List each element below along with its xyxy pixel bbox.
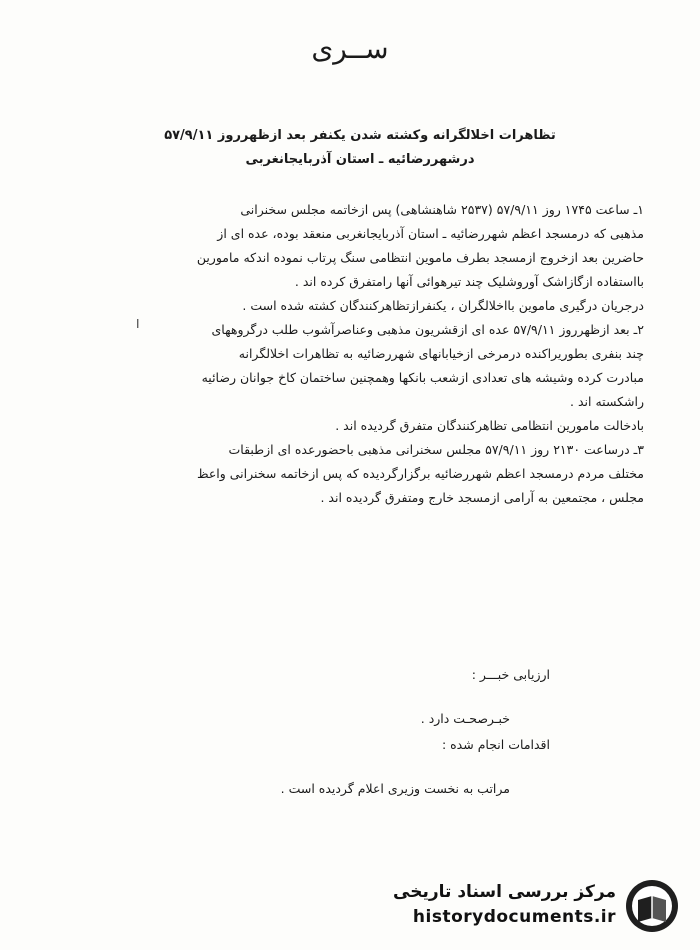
watermark-text: [393, 880, 616, 930]
body-line-7: چند بنفری بطوریراکنده درمرخی ازخیابانهای شهررضائیه به تظاهرات اخلالگرانه: [238, 346, 644, 361]
archive-name: مرکز بررسی اسناد تاریخی: [393, 882, 616, 902]
document-footer: [230, 662, 550, 802]
title-line-2: درشهررضائیه ـ استان آذربایجانغربی: [245, 152, 475, 167]
body-line-9: راشکسته اند .: [570, 394, 644, 409]
document-body: [60, 198, 644, 510]
body-line-11: ۳ـ درساعت ۲۱۳۰ روز ۵۷/۹/۱۱ مجلس سخنرانی مذهبی باحضورعده ای ازطبقات: [228, 442, 644, 457]
open-book-emblem-icon: [624, 878, 680, 934]
actions-value: مراتب به نخست وزیری اعلام گردیده است .: [280, 781, 510, 796]
stray-pen-mark: ׀: [136, 316, 140, 330]
archive-url: historydocuments.ir: [412, 907, 616, 927]
evaluation-label: ارزیابی خبـــر :: [471, 667, 550, 682]
actions-label: اقدامات انجام شده :: [441, 737, 550, 752]
body-line-4: بااستفاده ازگازاشک آوروشلیک چند تیرهوائی آنها رامتفرق کرده اند .: [294, 274, 644, 289]
title-line-1: تظاهرات اخلالگرانه وکشته شدن یکنفر بعد ازظهرروز ۵۷/۹/۱۱: [164, 128, 556, 143]
body-line-3: حاضرین بعد ازخروج ازمسجد بطرف ماموین انتظامی سنگ پرتاب نموده اندکه مامورین: [196, 250, 644, 265]
body-line-5: درجریان درگیری ماموین بااخلالگران ، یکنفرازتظاهرکنندگان کشته شده است .: [242, 298, 644, 313]
document-title: [140, 124, 580, 172]
body-line-1: ۱ـ ساعت ۱۷۴۵ روز ۵۷/۹/۱۱ (۲۵۳۷ شاهنشاهی) پس ازخاتمه مجلس سخنرانی: [240, 202, 644, 217]
evaluation-value: خبـرصحـت دارد .: [420, 711, 510, 726]
body-line-8: مبادرت کرده وشیشه های تعدادی ازشعب بانکها وهمچنین ساختمان کاخ جوانان رضائیه: [201, 370, 644, 385]
body-line-12: مختلف مردم درمسجد اعظم شهررضائیه برگزارگردیده که پس ازخاتمه سخنرانی واعظ: [196, 466, 644, 481]
archive-watermark: [393, 876, 680, 936]
body-line-10: بادخالت مامورین انتظامی تظاهرکنندگان متفرق گردیده اند .: [335, 418, 644, 433]
classification-mark: ســری: [311, 32, 389, 65]
body-line-6: ۲ـ بعد ازظهرروز ۵۷/۹/۱۱ عده ای ازقشریون مذهبی وعناصرآشوب طلب درگروههای: [211, 322, 644, 337]
body-line-2: مذهبی که درمسجد اعظم شهررضائیه ـ استان آذربایجانغربی منعقد بوده، عده ای از: [217, 226, 644, 241]
body-line-13: مجلس ، مجتمعین به آرامی ازمسجد خارج ومتفرق گردیده اند .: [320, 490, 644, 505]
